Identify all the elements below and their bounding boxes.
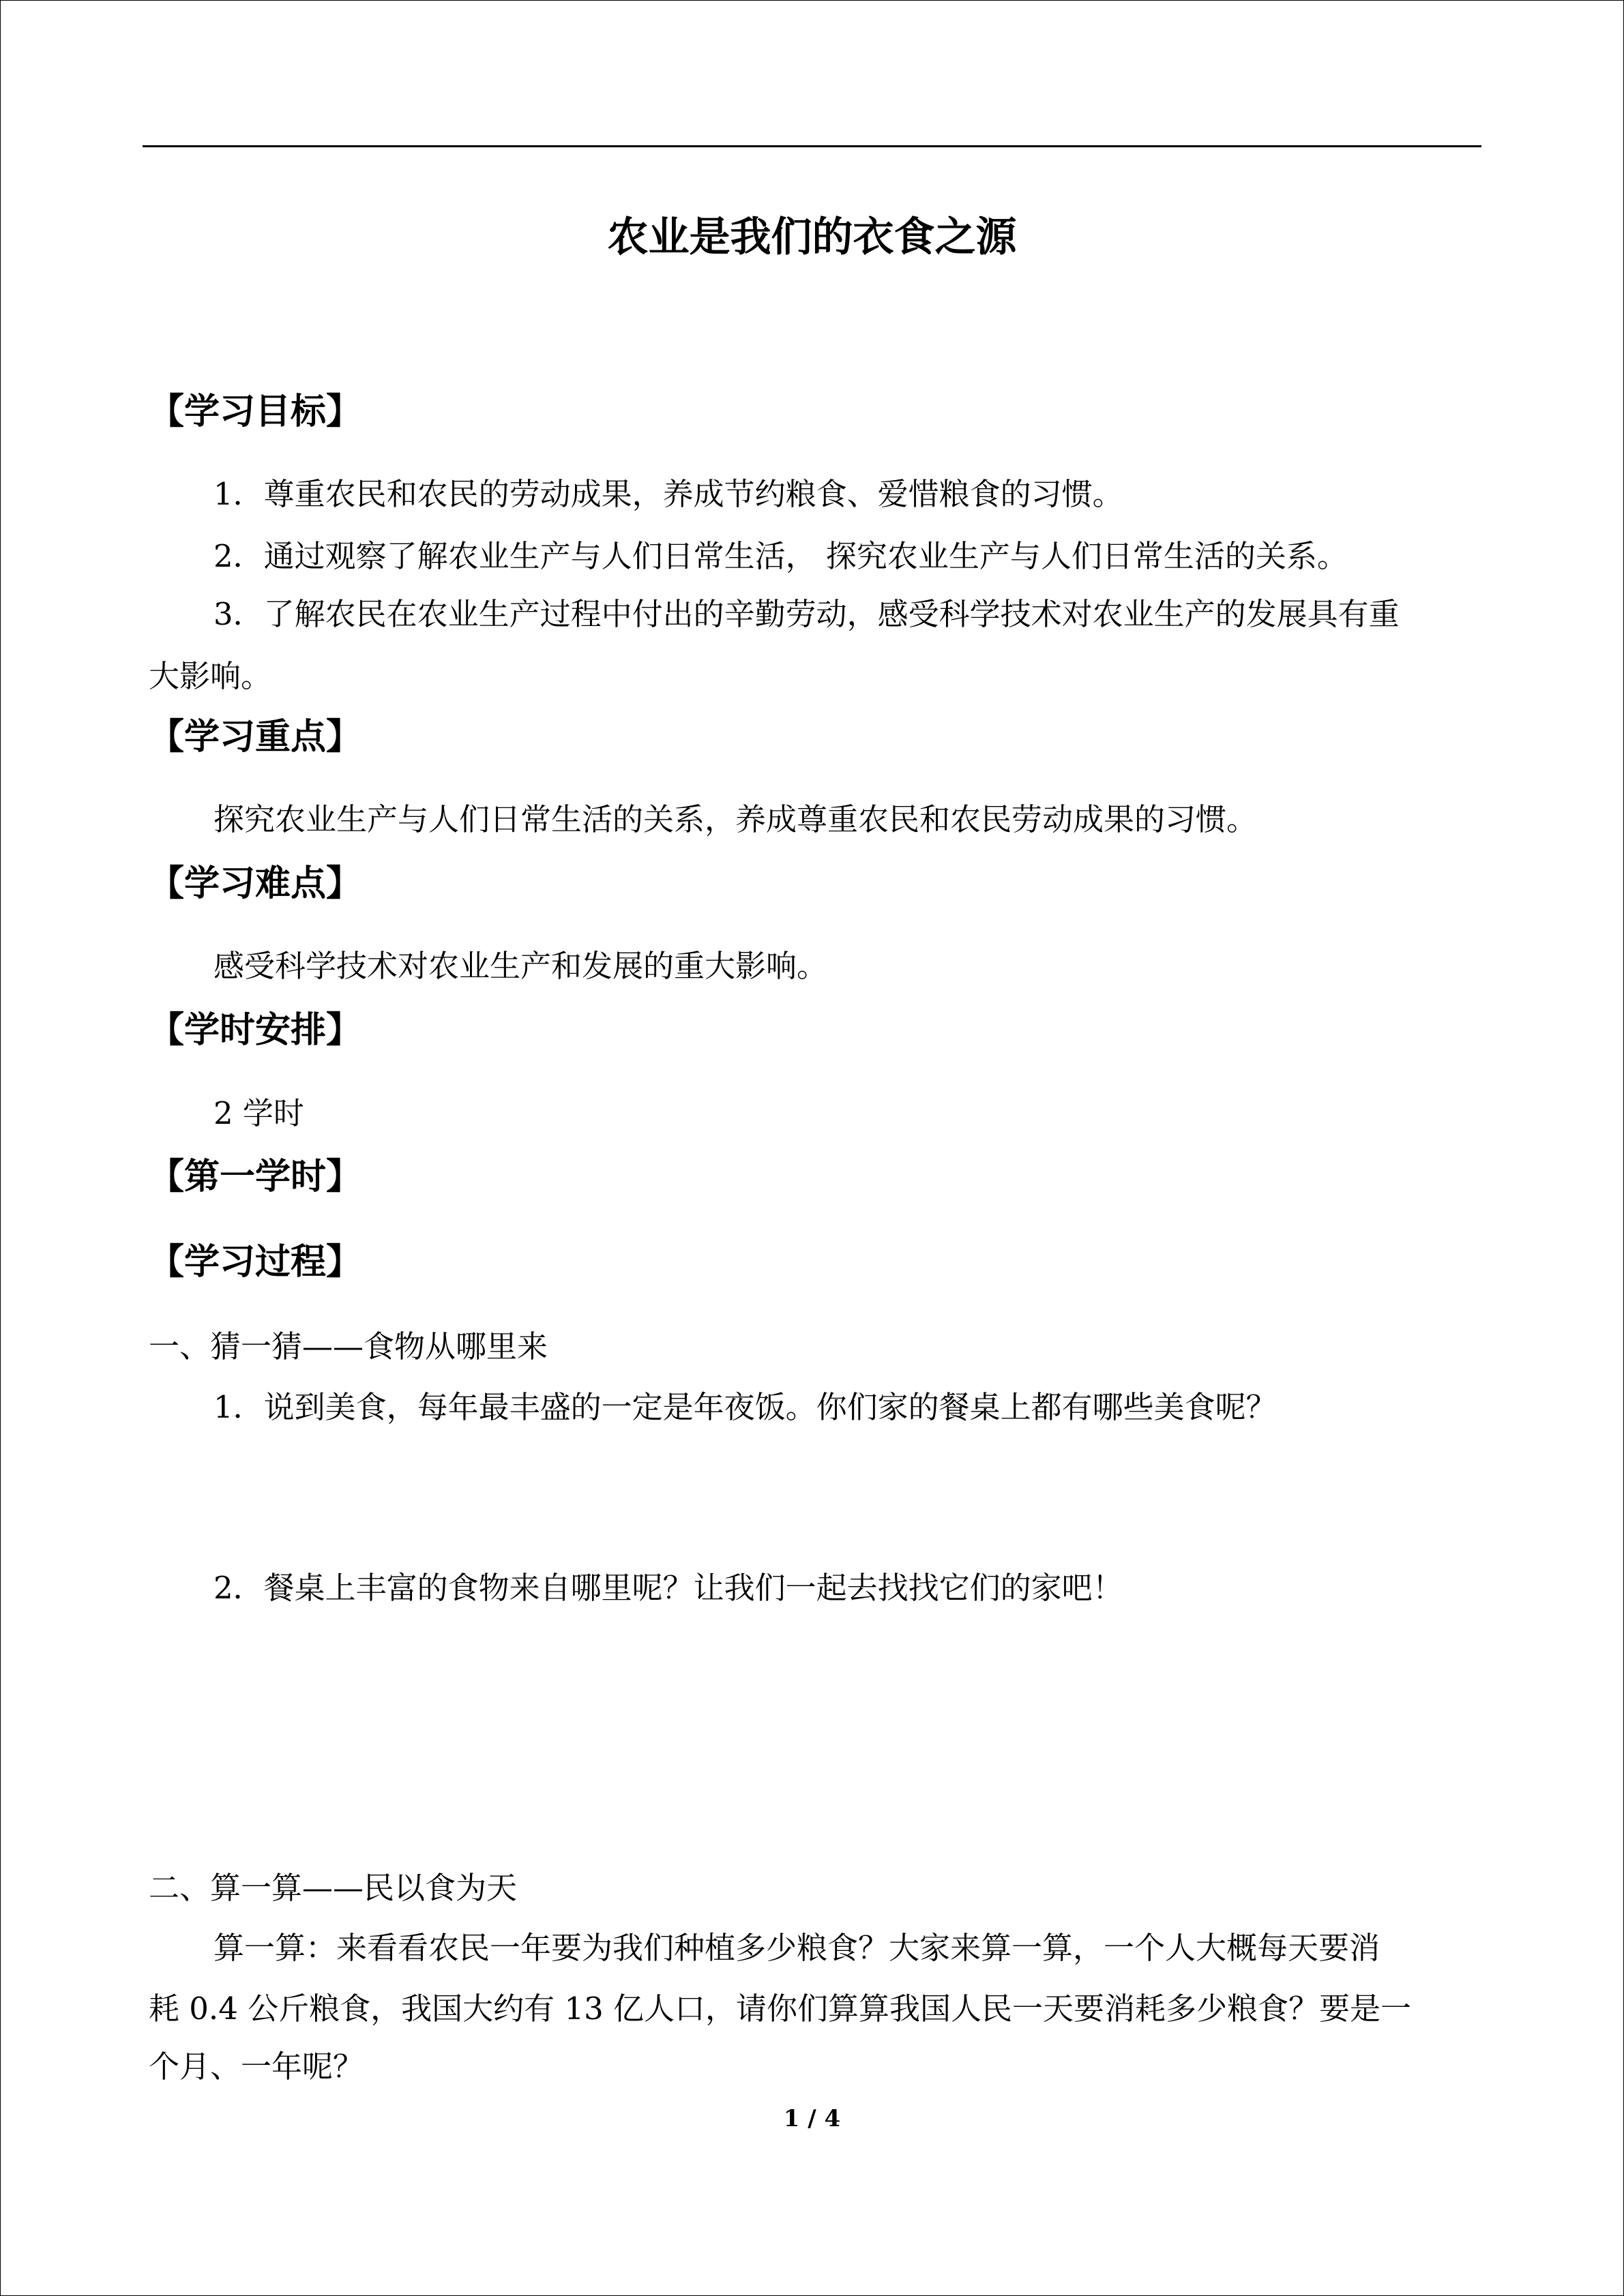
key-points-text: 探究农业生产与人们日常生活的关系，养成尊重农民和农民劳动成果的习惯。 bbox=[213, 801, 1258, 837]
objective-item-3: 3．了解农民在农业生产过程中付出的辛勤劳动，感受科学技术对农业生产的发展具有重 bbox=[213, 596, 1400, 632]
document-title: 农业是我们的衣食之源 bbox=[607, 213, 1017, 261]
heading-key-points: 【学习重点】 bbox=[149, 716, 362, 758]
part2-line-3: 个月、一年呢？ bbox=[149, 2048, 364, 2085]
part2-line-1: 算一算：来看看农民一年要为我们种植多少粮食？大家来算一算，一个人大概每天要消 bbox=[213, 1930, 1381, 1966]
part1-question-2: 2．餐桌上丰富的食物来自哪里呢？让我们一起去找找它们的家吧！ bbox=[213, 1570, 1123, 1606]
part1-title: 一、猜一猜——食物从哪里来 bbox=[149, 1328, 548, 1365]
heading-objectives: 【学习目标】 bbox=[149, 391, 362, 432]
page-number: 1 / 4 bbox=[783, 2105, 841, 2132]
part2-title: 二、算一算——民以食为天 bbox=[149, 1870, 518, 1906]
heading-process: 【学习过程】 bbox=[149, 1241, 362, 1283]
part2-line-2: 耗 0.4 公斤粮食，我国大约有 13 亿人口，请你们算算我国人民一天要消耗多少粮食？要是一 bbox=[149, 1991, 1412, 2027]
difficulties-text: 感受科学技术对农业生产和发展的重大影响。 bbox=[213, 948, 828, 984]
heading-schedule: 【学时安排】 bbox=[149, 1009, 362, 1051]
objective-item-1: 1．尊重农民和农民的劳动成果，养成节约粮食、爱惜粮食的习惯。 bbox=[213, 476, 1123, 512]
part1-question-1: 1．说到美食，每年最丰盛的一定是年夜饭。你们家的餐桌上都有哪些美食呢？ bbox=[213, 1389, 1277, 1425]
objective-item-2: 2．通过观察了解农业生产与人们日常生活， 探究农业生产与人们日常生活的关系。 bbox=[213, 538, 1348, 574]
objective-item-3-continued: 大影响。 bbox=[149, 658, 272, 694]
header-rule bbox=[143, 145, 1481, 147]
schedule-text: 2 学时 bbox=[213, 1095, 304, 1131]
heading-difficulties: 【学习难点】 bbox=[149, 863, 362, 904]
heading-first-period: 【第一学时】 bbox=[149, 1156, 362, 1197]
